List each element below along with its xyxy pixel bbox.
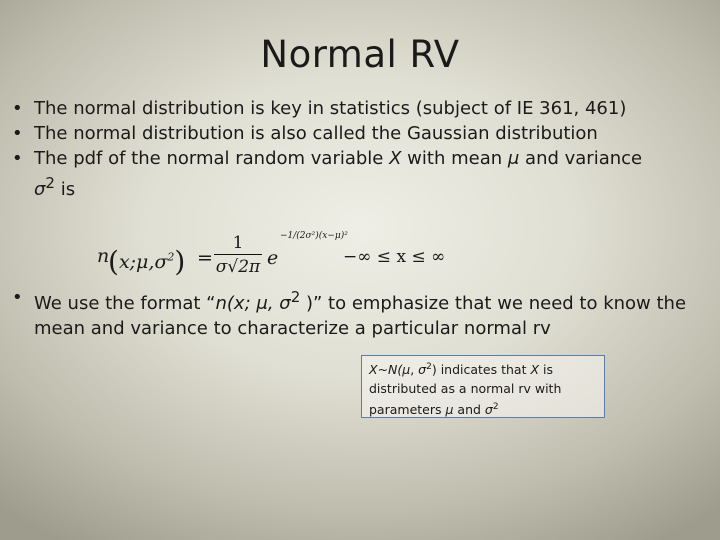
normal-pdf-formula bbox=[97, 231, 446, 283]
variable-x: X bbox=[389, 148, 402, 169]
formula-n: n bbox=[97, 245, 110, 267]
symbol-sigma: σ bbox=[418, 362, 427, 378]
symbol-mu: μ bbox=[507, 148, 520, 169]
formula-range: −∞ ≤ x ≤ ∞ bbox=[343, 247, 446, 267]
formula-numerator: 1 bbox=[232, 233, 244, 253]
bullet-text: The normal distribution is also called the Gaussian distribution bbox=[34, 123, 598, 144]
formula-open-paren: ( bbox=[108, 245, 119, 278]
bullet-list-2 bbox=[12, 285, 702, 341]
bullet-list bbox=[12, 96, 702, 202]
formula-close-paren: ) bbox=[174, 245, 186, 278]
format-notation: n(x; μ, σ bbox=[215, 293, 291, 314]
slide-title: Normal RV bbox=[260, 33, 460, 76]
formula-args-sup: 2 bbox=[167, 250, 175, 264]
formula-equals: = bbox=[197, 247, 213, 269]
superscript: 2 bbox=[45, 174, 55, 192]
bullet-text: ” to emphasize that we need to know the mean and variance to characterize a particular normal rv bbox=[34, 293, 687, 339]
formula-e: e bbox=[267, 247, 279, 269]
bullet-item bbox=[12, 285, 702, 341]
bullet-text: The pdf of the normal random variable bbox=[34, 148, 390, 169]
superscript: 2 bbox=[492, 402, 499, 413]
bullet-text: ) bbox=[300, 293, 313, 314]
bullet-text: and variance bbox=[519, 148, 643, 169]
symbol-sigma: σ bbox=[484, 402, 493, 418]
bullet-text: is bbox=[54, 179, 76, 200]
note-line: distributed as a normal rv with bbox=[369, 381, 562, 397]
bullet-text: The normal distribution is key in statistics (subject of IE 361, 461) bbox=[34, 98, 627, 119]
bullet-item bbox=[12, 121, 702, 146]
bullet-item bbox=[12, 146, 702, 202]
note-text: ) indicates that bbox=[431, 362, 531, 378]
note-text: is bbox=[539, 362, 554, 378]
formula-denominator: σ√2π bbox=[215, 257, 261, 278]
bullet-text: with mean bbox=[401, 148, 508, 169]
formula-fraction bbox=[214, 233, 262, 278]
bullet-text: We use the format “ bbox=[34, 293, 216, 314]
note-text: parameters bbox=[369, 402, 446, 418]
symbol-sigma: σ bbox=[34, 179, 46, 200]
formula-args-text: x;μ,σ bbox=[118, 251, 168, 273]
formula-exponent: −1/(2σ²)(x−μ)² bbox=[280, 231, 348, 241]
note-text: and bbox=[453, 402, 485, 418]
note-x: X~N( bbox=[369, 362, 403, 378]
note-box bbox=[361, 355, 605, 418]
bullet-item bbox=[12, 96, 702, 121]
fraction-bar bbox=[214, 254, 262, 255]
note-line bbox=[369, 358, 604, 379]
variable-x: X bbox=[530, 362, 540, 378]
superscript: 2 bbox=[426, 362, 432, 372]
symbol-mu: μ bbox=[402, 362, 411, 378]
note-line bbox=[369, 398, 604, 419]
superscript: 2 bbox=[290, 288, 301, 306]
formula-args bbox=[108, 245, 185, 278]
symbol-mu: μ bbox=[445, 402, 454, 418]
note-text: , bbox=[410, 362, 419, 378]
